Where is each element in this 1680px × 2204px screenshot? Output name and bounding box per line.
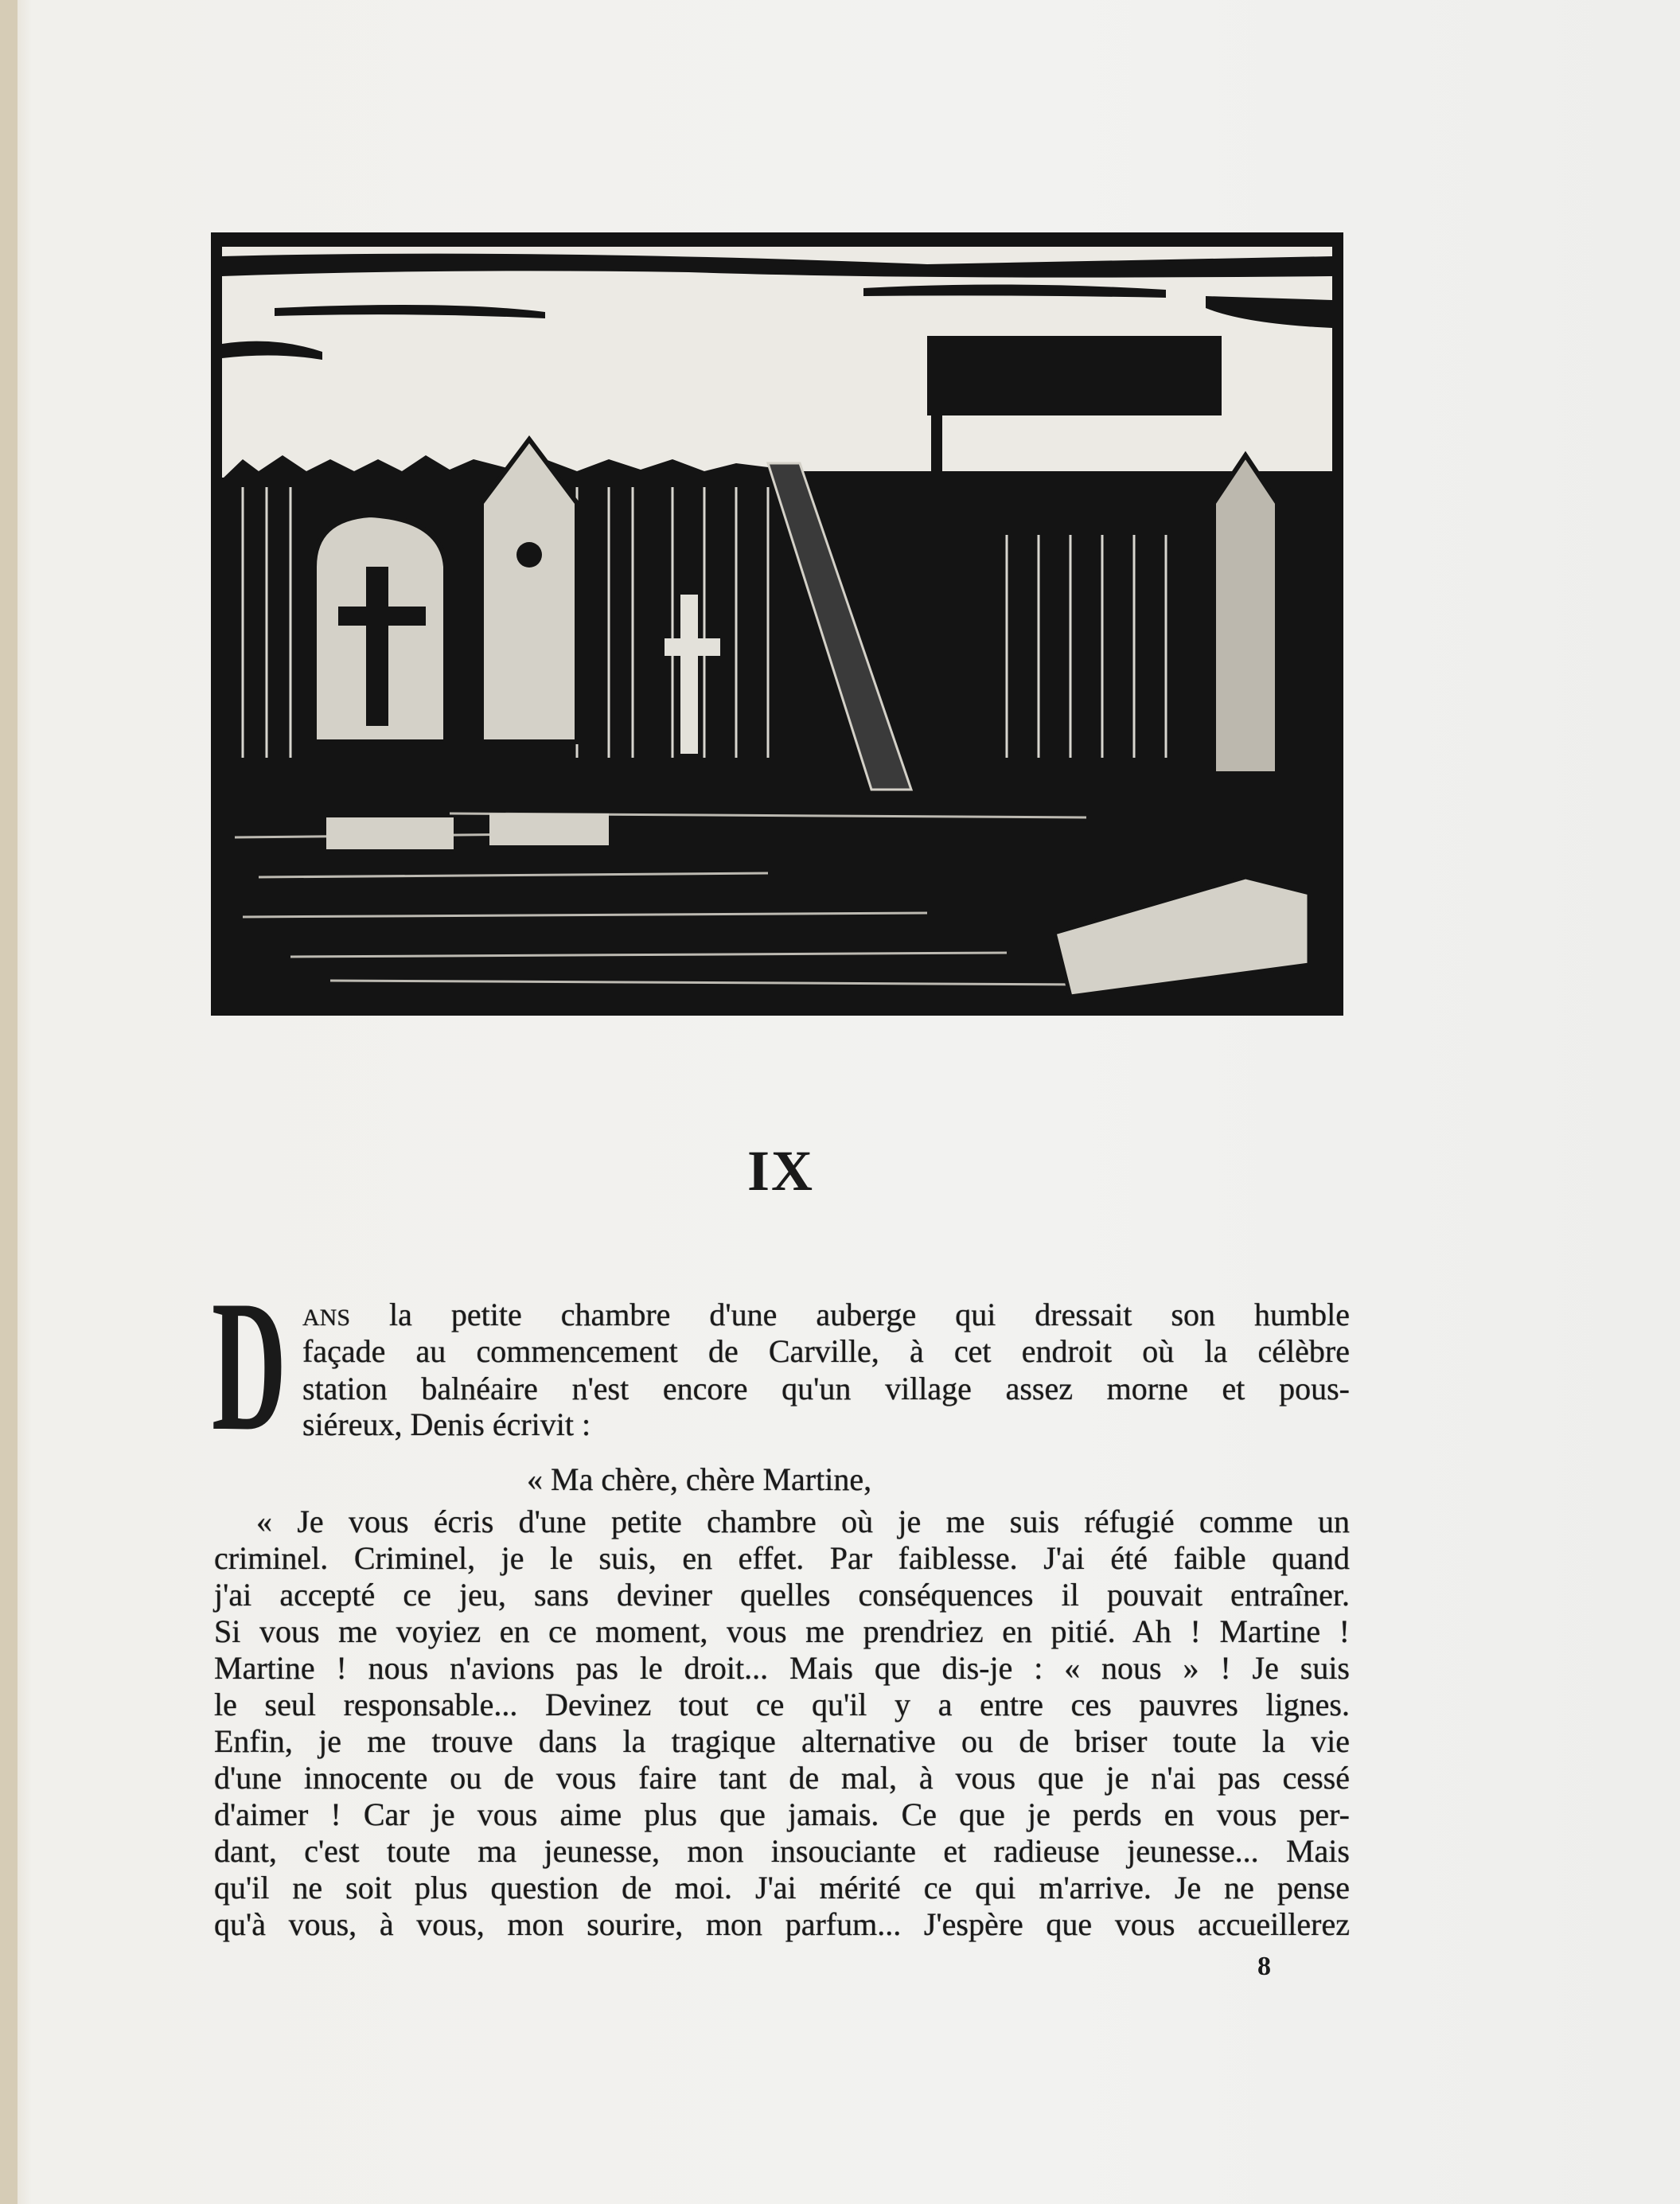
letter-line: criminel. Criminel, je le suis, en effet. Par faiblesse. J'ai été faible quand <box>214 1540 1350 1576</box>
woodcut-illustration-cemetery <box>211 232 1343 1016</box>
letter-line: qu'il ne soit plus question de moi. J'ai mérité ce qui m'arrive. Je ne pense <box>214 1870 1350 1906</box>
letter-line: « Je vous écris d'une petite chambre où je me suis réfugié comme un <box>256 1504 1350 1539</box>
drop-cap: D <box>212 1262 286 1470</box>
chapter-number: IX <box>746 1139 814 1203</box>
smallcaps-opening: ANS <box>302 1305 351 1331</box>
paragraph-line: siéreux, Denis écrivit : <box>302 1406 591 1442</box>
letter-line: qu'à vous, à vous, mon sourire, mon parfum... J'espère que vous accueillerez <box>214 1906 1350 1942</box>
page-edge <box>0 0 18 2204</box>
letter-line: Martine ! nous n'avions pas le droit... Mais que dis-je : « nous » ! Je suis <box>214 1650 1350 1686</box>
letter-line: dant, c'est toute ma jeunesse, mon insouciante et radieuse jeunesse... Mais <box>214 1833 1350 1869</box>
paragraph-line <box>302 1297 1350 1333</box>
page-number: 8 <box>1257 1952 1271 1981</box>
paragraph-line: station balnéaire n'est encore qu'un village assez morne et pous- <box>302 1371 1350 1406</box>
letter-line: Enfin, je me trouve dans la tragique alternative ou de briser toute la vie <box>214 1723 1350 1759</box>
letter-line: j'ai accepté ce jeu, sans deviner quelles conséquences il pouvait entraîner. <box>214 1577 1350 1613</box>
letter-line: le seul responsable... Devinez tout ce qu'il y a entre ces pauvres lignes. <box>214 1687 1350 1722</box>
paragraph-line: façade au commencement de Carville, à cet endroit où la célèbre <box>302 1333 1350 1369</box>
text: la petite chambre d'une auberge qui dressait son humble <box>389 1297 1351 1332</box>
letter-line: Si vous me voyiez en ce moment, vous me prendriez en pitié. Ah ! Martine ! <box>214 1613 1350 1649</box>
letter-line: d'une innocente ou de vous faire tant de mal, à vous que je n'ai pas cessé <box>214 1760 1350 1796</box>
letter-salutation: « Ma chère, chère Martine, <box>527 1461 872 1497</box>
letter-line: d'aimer ! Car je vous aime plus que jamais. Ce que je perds en vous per- <box>214 1796 1350 1832</box>
